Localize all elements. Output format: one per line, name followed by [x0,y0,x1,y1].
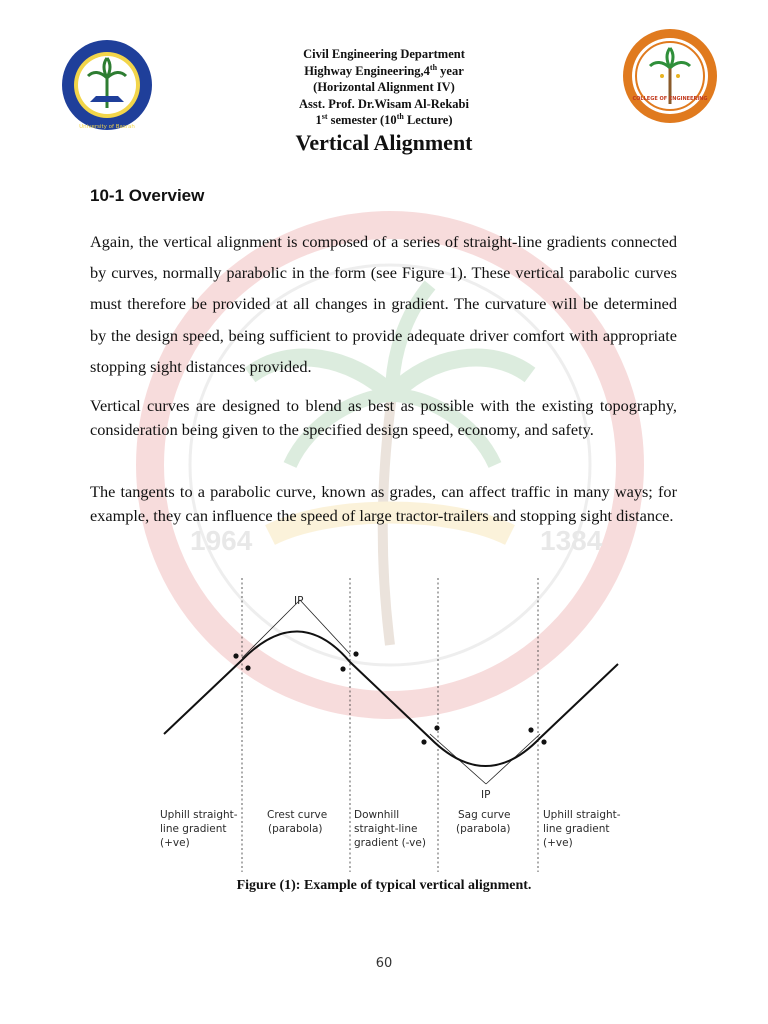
paragraph-2: Vertical curves are designed to blend as best as possible with the existing topography, consideration being given to the specified design speed, economy, and safety. [90,396,677,439]
label-line: (parabola) [268,823,323,835]
college-of-engineering-logo [620,26,720,126]
university-of-basrah-logo [60,38,154,132]
point-marker [541,739,546,744]
label-line: Crest curve [267,809,328,821]
label-line: straight-line [354,823,418,835]
paragraph-1: Again, the vertical alignment is composed of a series of straight-line gradients connected by curves, normally parabolic in the form (see Figure 1). These vertical parabolic curves must therefore be provided at all changes in gradient. The curvature will be determined by the design speed, being sufficient to provide adequate driver comfort with appropriate stopping sight distances provided. [90,232,677,376]
paragraph-3: The tangents to a parabolic curve, known as grades, can affect traffic in many ways; for example, they can influence the speed of large tractor-trailers and stopping sight distance. [90,482,677,525]
header-semester-sup: st [321,111,328,121]
header-semester-num: 1 [315,113,322,127]
left-logo-text: University of Basrah [79,124,135,130]
label-line: Uphill straight- [543,809,621,821]
vertical-alignment-figure [148,574,630,874]
crest-tangent-in [242,600,300,658]
header-semester [200,112,568,129]
label-line: Sag curve [458,809,511,821]
header-department: Civil Engineering Department [303,47,465,61]
point-marker [233,653,238,658]
label-line: (+ve) [160,837,190,849]
page-number: 60 [375,956,393,971]
page-title: Vertical Alignment [295,130,473,155]
ip-label-top: IP [294,595,304,607]
label-line: (parabola) [456,823,511,835]
point-marker [528,727,533,732]
header-course [200,63,568,80]
label-line: Uphill straight- [160,809,238,821]
label-uphill-left [160,809,238,849]
ip-label-bottom: IP [481,789,491,801]
point-marker [245,665,250,670]
watermark-year-left: 1964 [190,525,253,556]
curve-point-markers [233,651,546,744]
crest-tangent-out [300,600,350,654]
section-heading: 10-1 Overview [90,186,205,205]
point-marker [434,725,439,730]
label-crest-curve [267,809,327,835]
watermark-year-right: 1384 [540,525,603,556]
header-course-text: Highway Engineering,4 [304,63,430,78]
right-logo-text: COLLEGE OF ENGINEERING [632,96,708,102]
road-profile-curve [164,631,618,766]
label-downhill [354,809,426,849]
document-header [200,46,568,129]
point-marker [340,666,345,671]
header-lecture-sup: th [396,111,404,121]
label-line: line gradient [160,823,227,835]
label-sag-curve [456,809,511,835]
label-uphill-right [543,809,621,849]
label-line: gradient (-ve) [354,837,426,849]
label-line: line gradient [543,823,610,835]
header-course-sup: th [429,62,438,72]
point-marker [353,651,358,656]
header-instructor: Asst. Prof. Dr.Wisam Al-Rekabi [299,96,469,111]
header-course-year: year [437,63,464,78]
figure-caption: Figure (1): Example of typical vertical alignment. [236,878,532,893]
label-line: Downhill [354,809,400,821]
tangent-lines [242,600,540,784]
label-line: (+ve) [543,837,573,849]
header-semester-text: semester (10 [327,113,397,127]
point-marker [421,739,426,744]
header-lecture-text: Lecture) [403,113,453,127]
header-topic: (Horizontal Alignment IV) [313,80,455,94]
